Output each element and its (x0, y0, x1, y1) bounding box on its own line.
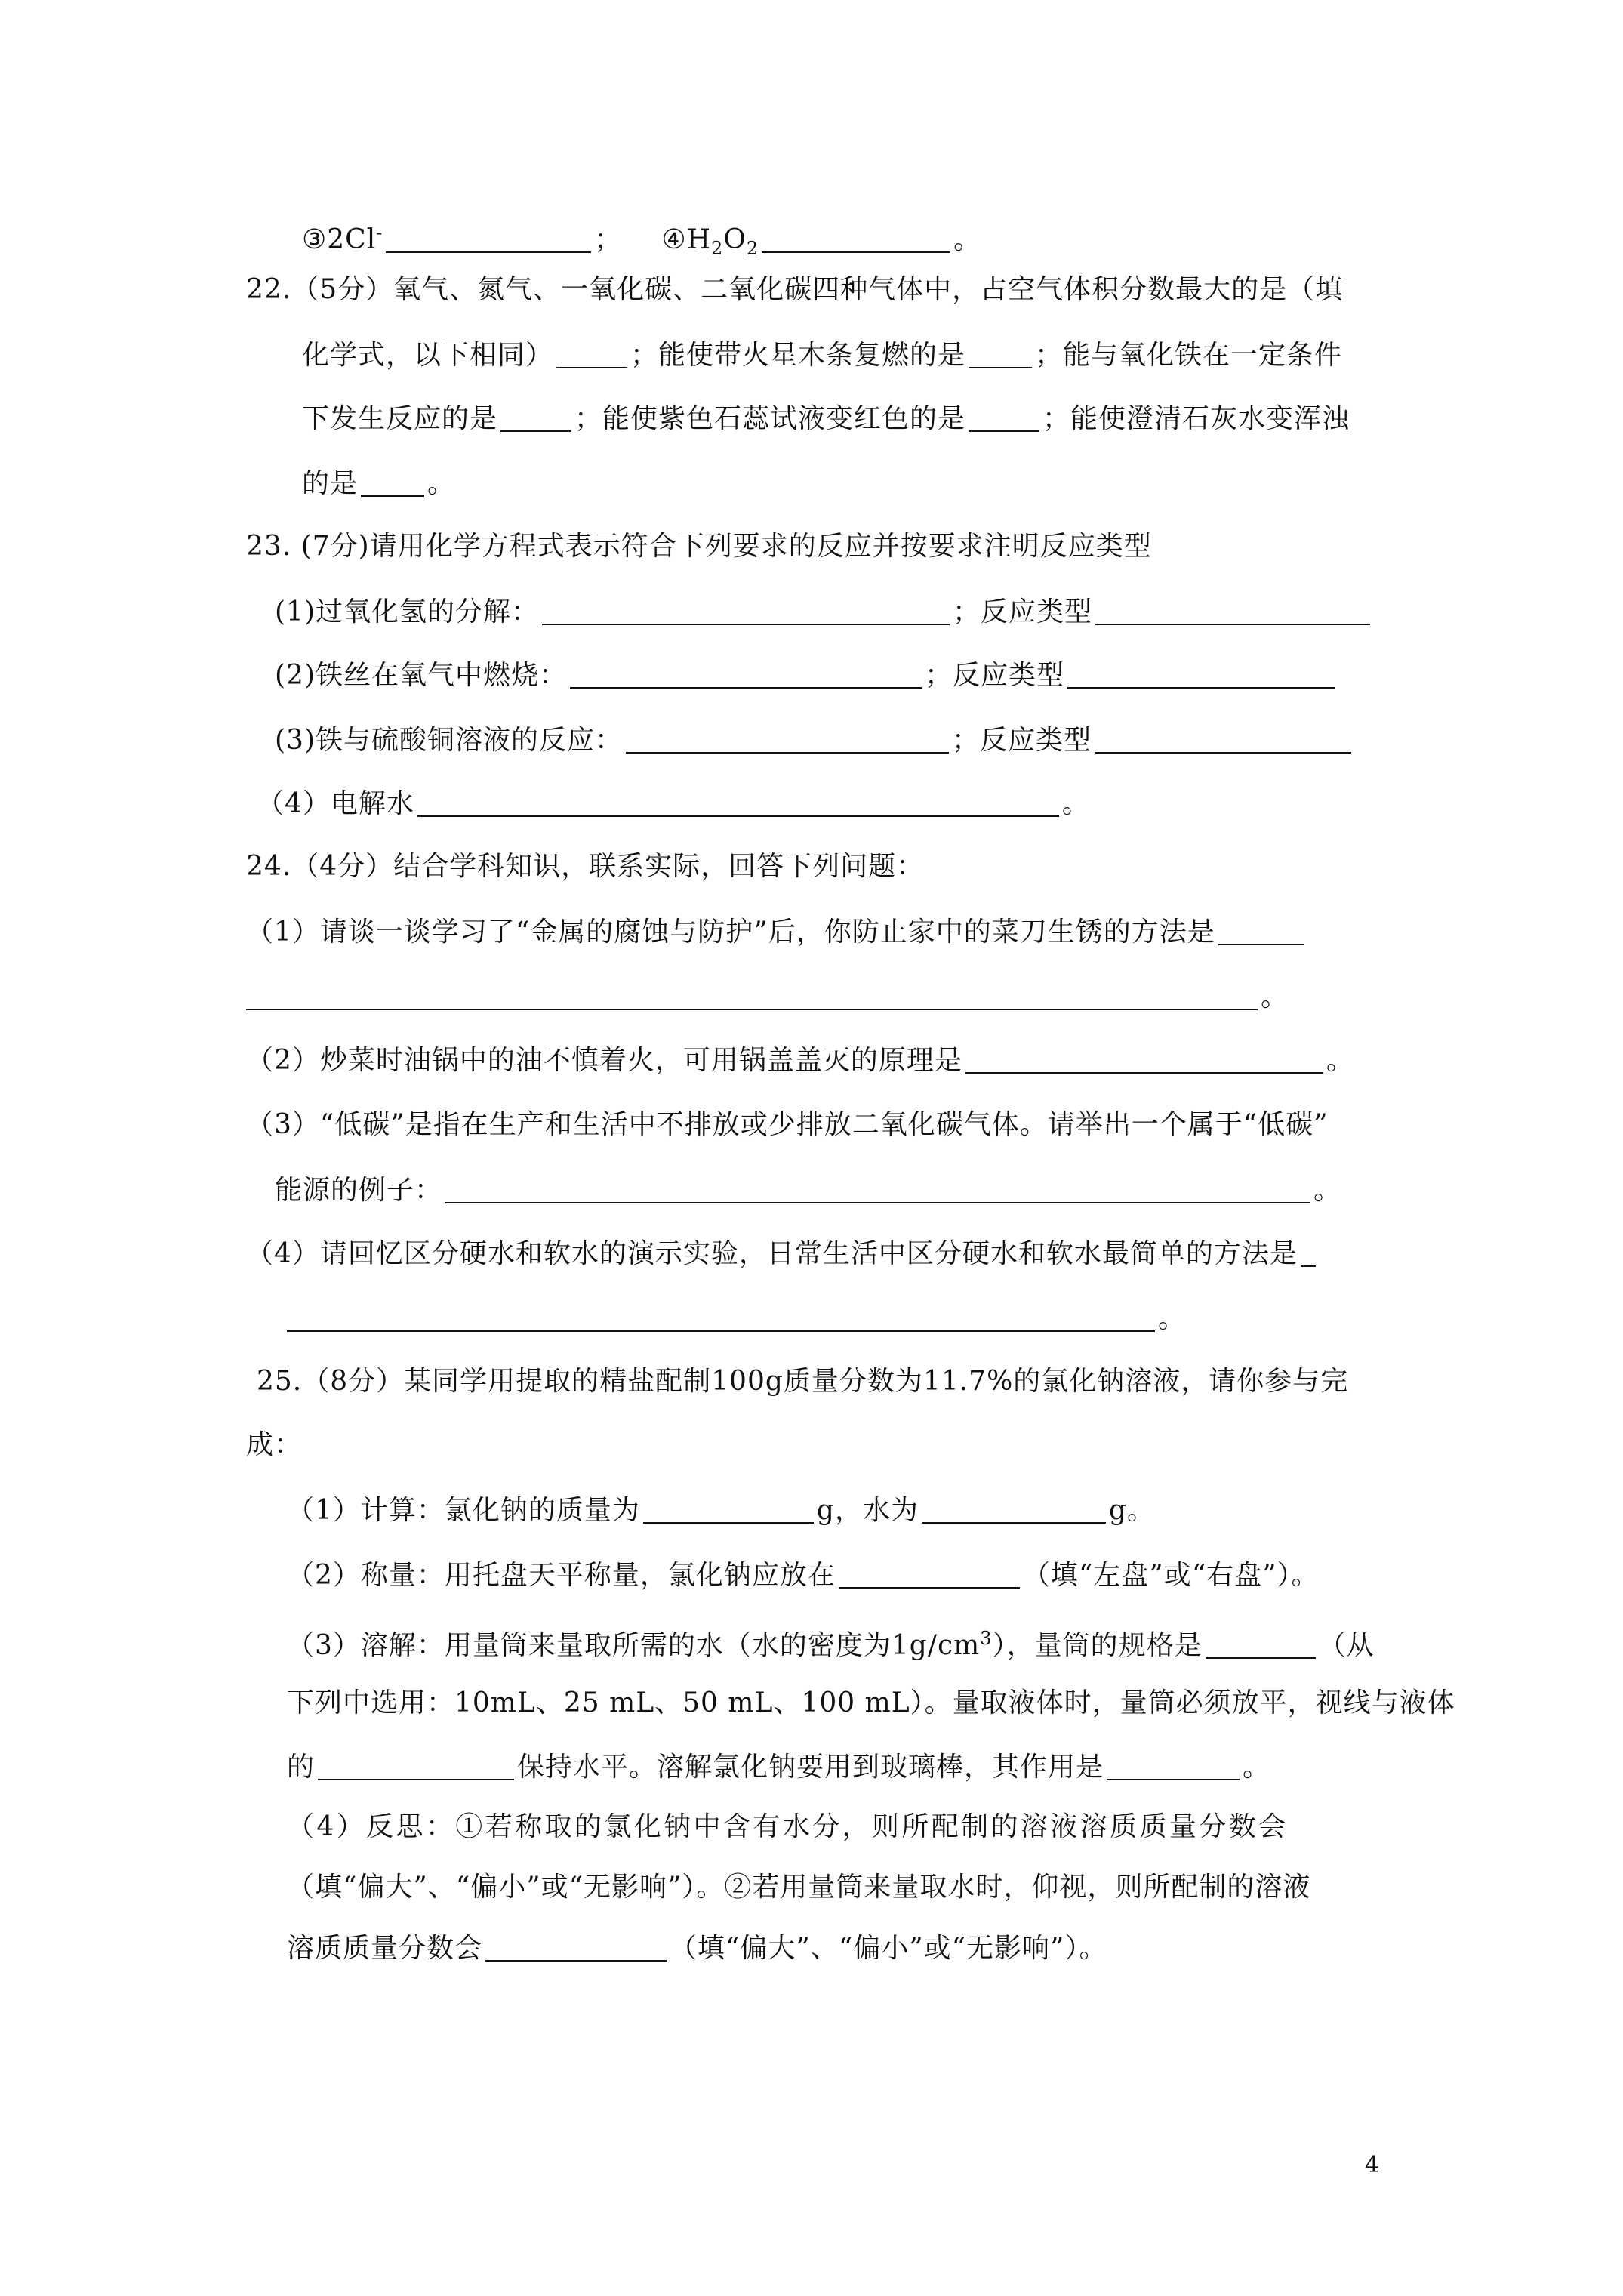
q22-blank-1[interactable] (556, 337, 627, 368)
q21-item3-blank[interactable] (386, 221, 591, 253)
q24-blank-3[interactable] (445, 1172, 1310, 1203)
q22-blank-5[interactable] (361, 465, 424, 497)
q23-item-4: （4）电解水 。 (257, 785, 1090, 822)
q21-item4-label: $④H_2O_2$ (661, 224, 759, 260)
q21-item3-label: ③2Cl- (302, 222, 383, 255)
q21-line: ③2Cl- ； $④H_2O_2$ 。 (302, 222, 982, 260)
q25-item-3-cont-2: 的 保持水平。溶解氯化钠要用到玻璃棒，其作用是 。 (287, 1749, 1270, 1786)
q25-item-3: （3）溶解：用量筒来量取所需的水（水的密度为$1g/cm^3$），量筒的规格是 （从 (287, 1628, 1375, 1661)
q22-blank-2[interactable] (969, 337, 1032, 368)
q25-item-4-cont-2: 溶质质量分数会 （填“偏大”、“偏小”或“无影响”）。 (287, 1930, 1107, 1967)
q21-item4-blank[interactable] (762, 221, 950, 253)
q23-blank-3[interactable] (626, 722, 949, 754)
q23-item-2: (2)铁丝在氧气中燃烧： ；反应类型 (275, 657, 1338, 694)
q24-title: 24.（4分）结合学科知识，联系实际，回答下列问题： (246, 851, 925, 882)
q22-line-2: 化学式，以下相同） ；能使带火星木条复燃的是 ；能与氧化铁在一定条件 (302, 337, 1342, 374)
q23-type-blank-2[interactable] (1067, 657, 1335, 689)
q25-blank-glass-rod[interactable] (1107, 1749, 1240, 1780)
q25-line-2: 成： (246, 1429, 303, 1460)
q25-blank-water-mass[interactable] (922, 1492, 1106, 1524)
q24-item-1: （1）请谈一谈学习了“金属的腐蚀与防护”后，你防止家中的菜刀生锈的方法是 (246, 914, 1307, 951)
q23-item-1: (1)过氧化氢的分解： ；反应类型 (275, 593, 1373, 630)
q22-line-1: 22.（5分）氧气、氮气、一氧化碳、二氧化碳四种气体中，占空气体积分数最大的是（填 (246, 274, 1344, 305)
q23-blank-1[interactable] (542, 593, 950, 625)
q25-blank-pan[interactable] (839, 1557, 1020, 1589)
q25-item-3-cont-1: 下列中选用：10mL、25 mL、50 mL、100 mL）。量取液体时，量筒必须放平，视线与液体 (287, 1687, 1455, 1718)
page-number: 4 (1365, 2152, 1380, 2178)
q25-item-4-cont-1: （填“偏大”、“偏小”或“无影响”）。②若用量筒来量取水时，仰视，则所配制的溶液 (287, 1872, 1311, 1903)
q22-blank-3[interactable] (500, 400, 571, 432)
q24-blank-4b[interactable] (287, 1300, 1155, 1332)
q22-blank-4[interactable] (969, 400, 1039, 432)
q24-item-1-cont: 。 (246, 978, 1289, 1015)
q23-item-3: (3)铁与硫酸铜溶液的反应： ；反应类型 (275, 722, 1354, 759)
q22-line-4: 的是 。 (302, 465, 455, 502)
q24-item-2: （2）炒菜时油锅中的油不慎着火，可用锅盖盖灭的原理是 。 (246, 1042, 1354, 1079)
q23-blank-4[interactable] (417, 785, 1059, 817)
q25-item-2: （2）称量：用托盘天平称量，氯化钠应放在 （填“左盘”或“右盘”）。 (287, 1557, 1320, 1594)
q24-blank-1a[interactable] (1218, 914, 1304, 945)
q25-item-4: （4）反思：①若称取的氯化钠中含有水分，则所配制的溶液溶质质量分数会 (287, 1811, 1289, 1842)
q22-line-3: 下发生反应的是 ；能使紫色石蕊试液变红色的是 ；能使澄清石灰水变浑浊 (302, 400, 1350, 437)
q25-blank-sightline[interactable] (318, 1749, 514, 1780)
q23-type-blank-3[interactable] (1095, 722, 1351, 754)
q24-item-4: （4）请回忆区分硬水和软水的演示实验，日常生活中区分硬水和软水最简单的方法是 (246, 1235, 1319, 1272)
q23-title: 23. (7分)请用化学方程式表示符合下列要求的反应并按要求注明反应类型 (246, 531, 1152, 562)
q23-blank-2[interactable] (570, 657, 922, 689)
q24-blank-4a[interactable] (1301, 1235, 1316, 1267)
q24-item-3: （3）“低碳”是指在生产和生活中不排放或少排放二氧化碳气体。请举出一个属于“低碳” (246, 1109, 1329, 1140)
separator: ； (594, 224, 623, 255)
q24-blank-1b[interactable] (246, 978, 1258, 1010)
q25-line-1: 25.（8分）某同学用提取的精盐配制100g质量分数为11.7%的氯化钠溶液，请你参与完 (257, 1366, 1349, 1397)
q24-blank-2[interactable] (965, 1042, 1323, 1074)
q25-blank-reflection[interactable] (485, 1930, 667, 1962)
q25-blank-cylinder[interactable] (1206, 1627, 1316, 1659)
q24-item-3-cont: 能源的例子： 。 (275, 1172, 1341, 1209)
q25-item-1: （1）计算：氯化钠的质量为 g，水为 g。 (287, 1492, 1155, 1529)
q25-blank-nacl-mass[interactable] (643, 1492, 814, 1524)
q23-type-blank-1[interactable] (1095, 593, 1370, 625)
q24-item-4-cont: 。 (287, 1300, 1186, 1337)
